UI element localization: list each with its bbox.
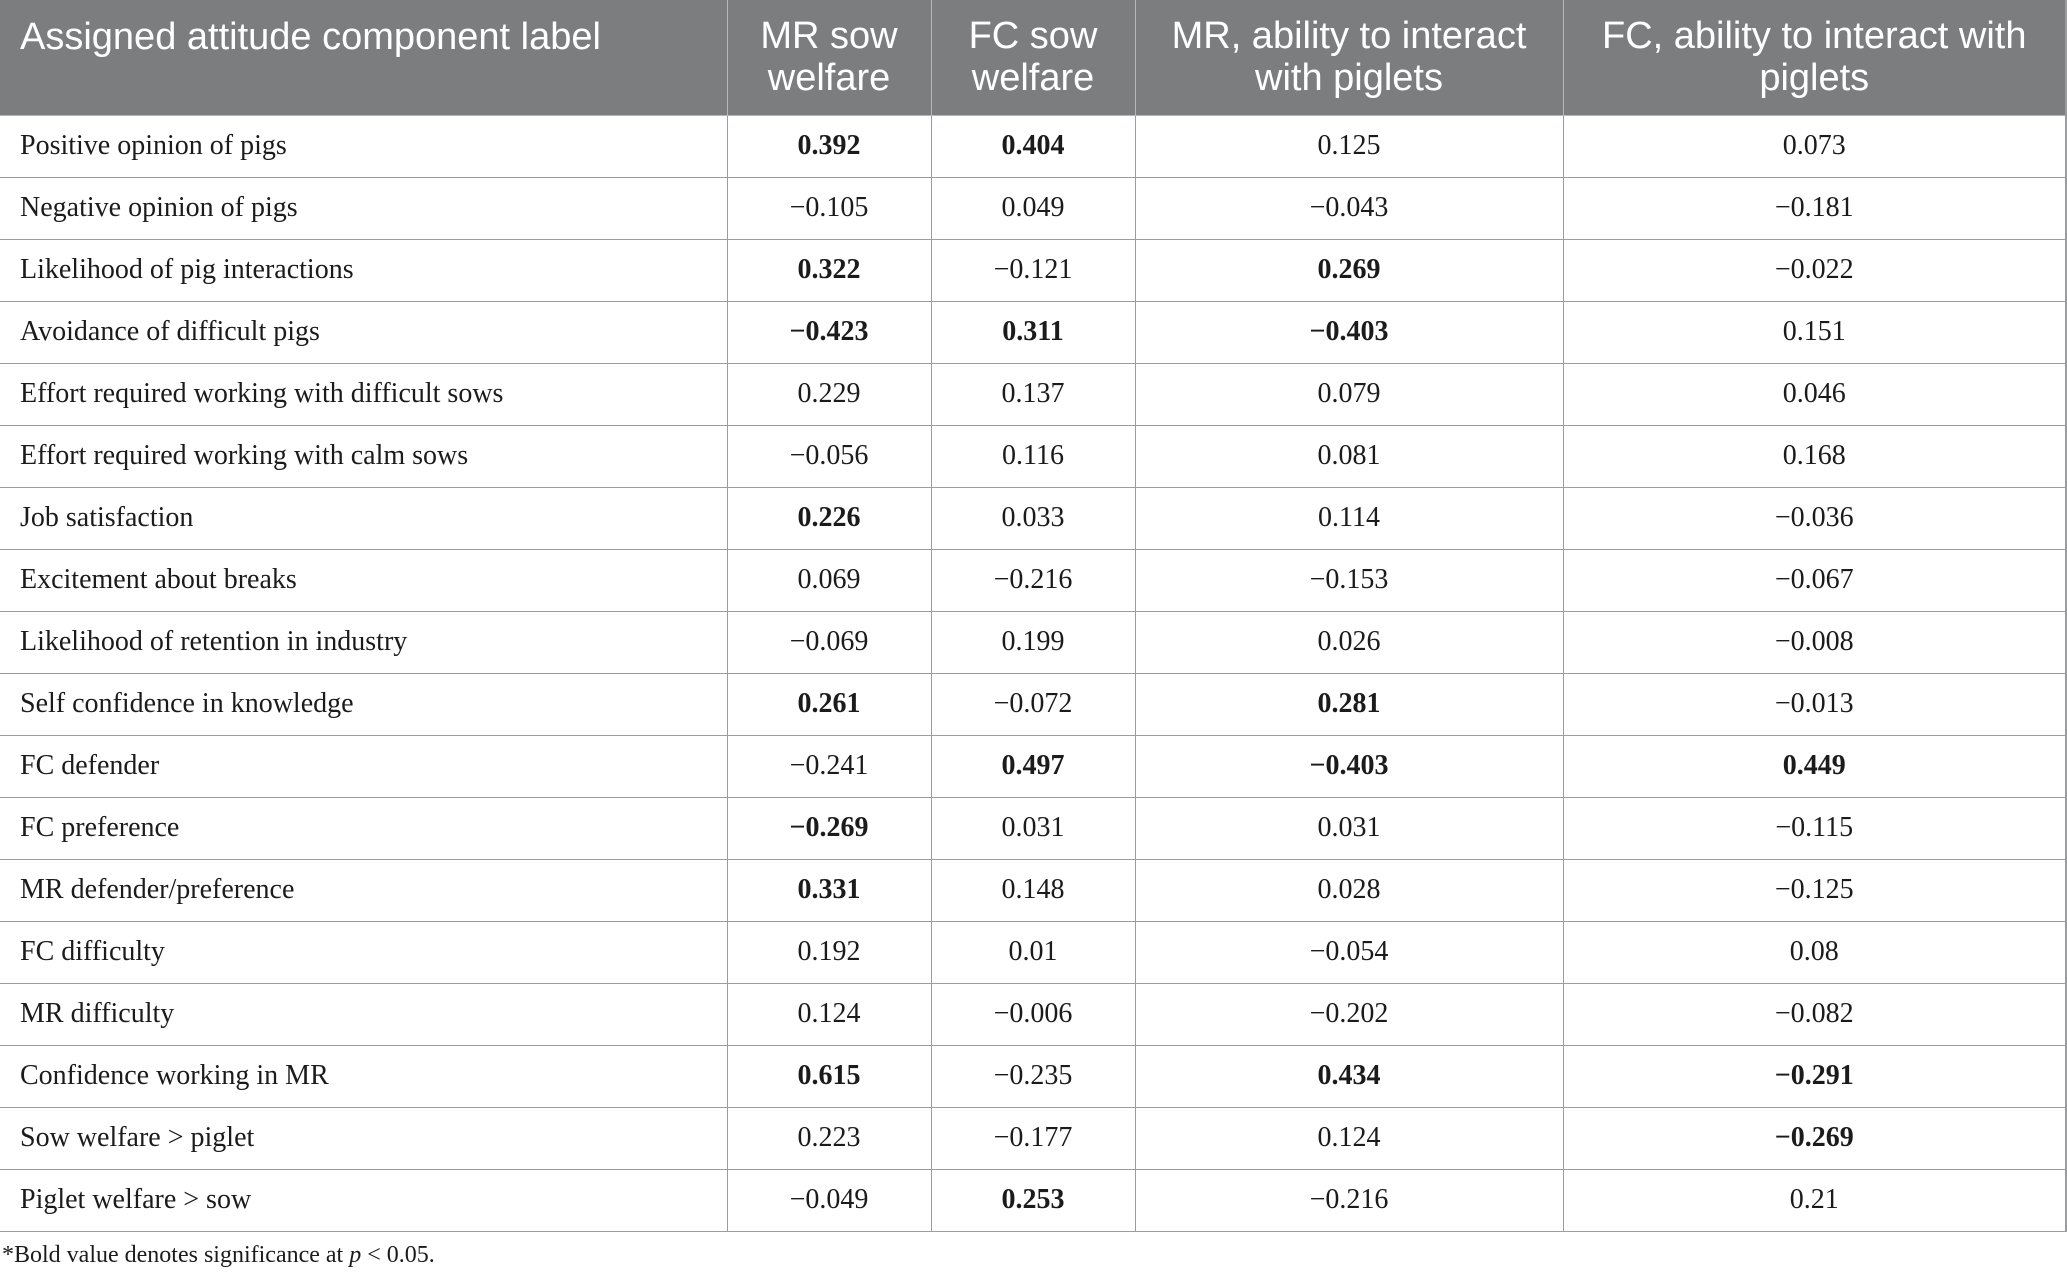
cell-mr-sow-welfare: −0.269 xyxy=(727,797,931,859)
cell-mr-piglet-interaction: −0.043 xyxy=(1135,177,1563,239)
cell-fc-piglet-interaction: −0.291 xyxy=(1563,1045,2066,1107)
footnote-suffix: < 0.05. xyxy=(361,1242,435,1268)
cell-mr-sow-welfare: 0.322 xyxy=(727,239,931,301)
row-label: Effort required working with difficult sows xyxy=(0,363,727,425)
cell-fc-sow-welfare: 0.497 xyxy=(931,735,1135,797)
row-label: Job satisfaction xyxy=(0,487,727,549)
table-row xyxy=(0,363,2066,425)
cell-mr-piglet-interaction: 0.081 xyxy=(1135,425,1563,487)
cell-mr-sow-welfare: 0.229 xyxy=(727,363,931,425)
cell-mr-sow-welfare: −0.241 xyxy=(727,735,931,797)
row-label: FC difficulty xyxy=(0,921,727,983)
header-mr-piglet-interaction: MR, ability to interact with piglets xyxy=(1135,0,1563,115)
table-row xyxy=(0,1045,2066,1107)
cell-mr-sow-welfare: 0.124 xyxy=(727,983,931,1045)
row-label: Avoidance of difficult pigs xyxy=(0,301,727,363)
table-row xyxy=(0,1107,2066,1169)
cell-mr-sow-welfare: 0.331 xyxy=(727,859,931,921)
row-label: Sow welfare > piglet xyxy=(0,1107,727,1169)
cell-mr-piglet-interaction: 0.281 xyxy=(1135,673,1563,735)
cell-mr-sow-welfare: −0.056 xyxy=(727,425,931,487)
table-row xyxy=(0,487,2066,549)
cell-fc-sow-welfare: −0.216 xyxy=(931,549,1135,611)
row-label: Piglet welfare > sow xyxy=(0,1169,727,1231)
cell-fc-sow-welfare: −0.006 xyxy=(931,983,1135,1045)
cell-fc-piglet-interaction: 0.168 xyxy=(1563,425,2066,487)
header-attitude-label: Assigned attitude component label xyxy=(0,0,727,115)
cell-mr-piglet-interaction: 0.028 xyxy=(1135,859,1563,921)
cell-fc-piglet-interaction: −0.125 xyxy=(1563,859,2066,921)
cell-fc-sow-welfare: 0.137 xyxy=(931,363,1135,425)
row-label: Positive opinion of pigs xyxy=(0,115,727,177)
row-label: MR defender/preference xyxy=(0,859,727,921)
cell-mr-piglet-interaction: 0.031 xyxy=(1135,797,1563,859)
header-fc-piglet-interaction: FC, ability to interact with piglets xyxy=(1563,0,2066,115)
table-header xyxy=(0,0,2066,115)
row-label: Negative opinion of pigs xyxy=(0,177,727,239)
cell-fc-piglet-interaction: 0.073 xyxy=(1563,115,2066,177)
cell-fc-piglet-interaction: −0.269 xyxy=(1563,1107,2066,1169)
table-row xyxy=(0,673,2066,735)
cell-fc-piglet-interaction: −0.022 xyxy=(1563,239,2066,301)
cell-mr-piglet-interaction: −0.153 xyxy=(1135,549,1563,611)
table-row xyxy=(0,425,2066,487)
cell-mr-sow-welfare: 0.226 xyxy=(727,487,931,549)
row-label: Confidence working in MR xyxy=(0,1045,727,1107)
cell-fc-piglet-interaction: 0.08 xyxy=(1563,921,2066,983)
footnote-prefix: *Bold value denotes significance at xyxy=(2,1242,350,1268)
table-row xyxy=(0,611,2066,673)
row-label: Effort required working with calm sows xyxy=(0,425,727,487)
cell-mr-piglet-interaction: −0.403 xyxy=(1135,735,1563,797)
row-label: Likelihood of retention in industry xyxy=(0,611,727,673)
cell-fc-sow-welfare: 0.253 xyxy=(931,1169,1135,1231)
cell-fc-piglet-interaction: −0.036 xyxy=(1563,487,2066,549)
cell-fc-piglet-interaction: 0.21 xyxy=(1563,1169,2066,1231)
cell-mr-sow-welfare: 0.192 xyxy=(727,921,931,983)
header-row xyxy=(0,0,2066,115)
table-row xyxy=(0,735,2066,797)
cell-mr-sow-welfare: 0.069 xyxy=(727,549,931,611)
cell-mr-sow-welfare: −0.049 xyxy=(727,1169,931,1231)
cell-mr-sow-welfare: −0.105 xyxy=(727,177,931,239)
row-label: Excitement about breaks xyxy=(0,549,727,611)
cell-fc-sow-welfare: −0.177 xyxy=(931,1107,1135,1169)
cell-fc-piglet-interaction: −0.008 xyxy=(1563,611,2066,673)
cell-fc-sow-welfare: 0.049 xyxy=(931,177,1135,239)
cell-fc-sow-welfare: 0.199 xyxy=(931,611,1135,673)
cell-mr-sow-welfare: 0.261 xyxy=(727,673,931,735)
table-row xyxy=(0,301,2066,363)
cell-fc-sow-welfare: 0.148 xyxy=(931,859,1135,921)
cell-mr-piglet-interaction: −0.202 xyxy=(1135,983,1563,1045)
cell-fc-piglet-interaction: −0.082 xyxy=(1563,983,2066,1045)
table-row xyxy=(0,983,2066,1045)
table-row xyxy=(0,1169,2066,1231)
cell-fc-sow-welfare: −0.121 xyxy=(931,239,1135,301)
significance-footnote xyxy=(2,1242,435,1269)
table-row xyxy=(0,797,2066,859)
table-row xyxy=(0,177,2066,239)
cell-fc-sow-welfare: 0.404 xyxy=(931,115,1135,177)
cell-fc-piglet-interaction: −0.115 xyxy=(1563,797,2066,859)
row-label: FC defender xyxy=(0,735,727,797)
header-mr-sow-welfare: MR sow welfare xyxy=(727,0,931,115)
cell-mr-sow-welfare: −0.069 xyxy=(727,611,931,673)
cell-fc-sow-welfare: 0.031 xyxy=(931,797,1135,859)
cell-mr-piglet-interaction: 0.079 xyxy=(1135,363,1563,425)
cell-mr-piglet-interaction: 0.125 xyxy=(1135,115,1563,177)
cell-mr-piglet-interaction: 0.124 xyxy=(1135,1107,1563,1169)
cell-mr-piglet-interaction: −0.054 xyxy=(1135,921,1563,983)
cell-fc-sow-welfare: −0.072 xyxy=(931,673,1135,735)
table-row xyxy=(0,239,2066,301)
cell-mr-piglet-interaction: 0.434 xyxy=(1135,1045,1563,1107)
row-label: Likelihood of pig interactions xyxy=(0,239,727,301)
cell-mr-piglet-interaction: 0.026 xyxy=(1135,611,1563,673)
table-row xyxy=(0,859,2066,921)
row-label: FC preference xyxy=(0,797,727,859)
cell-mr-sow-welfare: 0.223 xyxy=(727,1107,931,1169)
cell-fc-piglet-interaction: −0.013 xyxy=(1563,673,2066,735)
cell-fc-sow-welfare: 0.033 xyxy=(931,487,1135,549)
cell-fc-piglet-interaction: 0.151 xyxy=(1563,301,2066,363)
header-fc-sow-welfare: FC sow welfare xyxy=(931,0,1135,115)
cell-fc-piglet-interaction: −0.181 xyxy=(1563,177,2066,239)
table-row xyxy=(0,115,2066,177)
table-row xyxy=(0,921,2066,983)
cell-fc-piglet-interaction: 0.046 xyxy=(1563,363,2066,425)
cell-mr-sow-welfare: 0.392 xyxy=(727,115,931,177)
cell-mr-sow-welfare: 0.615 xyxy=(727,1045,931,1107)
footnote-p-variable: p xyxy=(349,1242,362,1268)
cell-fc-sow-welfare: 0.116 xyxy=(931,425,1135,487)
table-row xyxy=(0,549,2066,611)
cell-mr-piglet-interaction: 0.269 xyxy=(1135,239,1563,301)
cell-mr-piglet-interaction: −0.403 xyxy=(1135,301,1563,363)
cell-mr-sow-welfare: −0.423 xyxy=(727,301,931,363)
table-body xyxy=(0,115,2066,1231)
row-label: Self confidence in knowledge xyxy=(0,673,727,735)
cell-fc-piglet-interaction: −0.067 xyxy=(1563,549,2066,611)
row-label: MR difficulty xyxy=(0,983,727,1045)
cell-fc-sow-welfare: 0.311 xyxy=(931,301,1135,363)
cell-fc-sow-welfare: 0.01 xyxy=(931,921,1135,983)
cell-mr-piglet-interaction: 0.114 xyxy=(1135,487,1563,549)
cell-fc-piglet-interaction: 0.449 xyxy=(1563,735,2066,797)
cell-fc-sow-welfare: −0.235 xyxy=(931,1045,1135,1107)
cell-mr-piglet-interaction: −0.216 xyxy=(1135,1169,1563,1231)
